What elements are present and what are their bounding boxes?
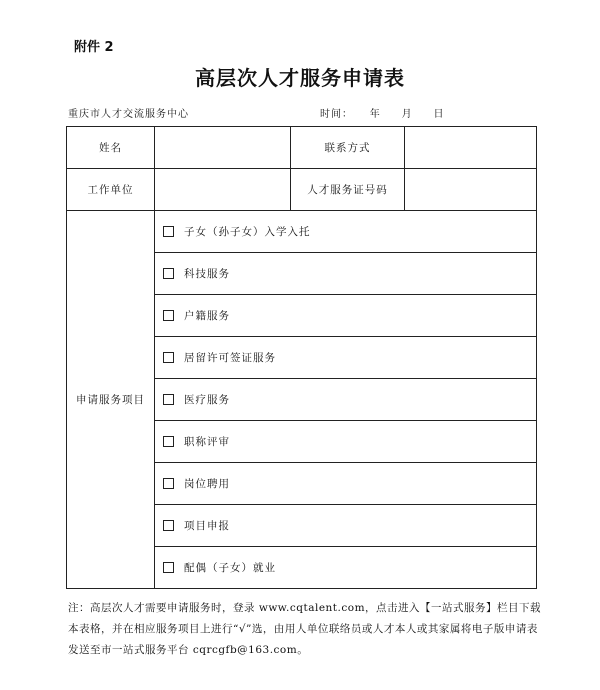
service-label: 户籍服务 (184, 310, 230, 322)
cert-label: 人才服务证号码 (291, 169, 405, 211)
service-item[interactable] (155, 463, 537, 505)
contact-field[interactable] (405, 127, 537, 169)
time-label: 时间： (320, 109, 353, 120)
application-form (66, 126, 537, 589)
row-name-contact (67, 127, 537, 169)
employer-label: 工作单位 (67, 169, 155, 211)
service-label: 职称评审 (184, 436, 230, 448)
checkbox-icon[interactable] (163, 520, 174, 531)
time-day: 日 (433, 109, 445, 120)
service-label: 项目申报 (184, 520, 230, 532)
service-item[interactable] (155, 211, 537, 253)
service-item[interactable] (155, 379, 537, 421)
service-item[interactable] (155, 337, 537, 379)
service-label: 配偶（子女）就业 (184, 562, 276, 574)
service-label: 科技服务 (184, 268, 230, 280)
service-row (67, 211, 537, 253)
row-employer-cert (67, 169, 537, 211)
service-label: 居留许可签证服务 (184, 352, 276, 364)
name-label: 姓名 (67, 127, 155, 169)
checkbox-icon[interactable] (163, 436, 174, 447)
service-item[interactable] (155, 295, 537, 337)
service-item[interactable] (155, 505, 537, 547)
checkbox-icon[interactable] (163, 226, 174, 237)
service-item[interactable] (155, 421, 537, 463)
footnote: 注：高层次人才需要申请服务时，登录 www.cqtalent.com，点击进入【一站式服务】栏目下载本表格，并在相应服务项目上进行“√”选，由用人单位联络员或人才本人或其家属将电子版申请表发送至市一站式服务平台 cqrcgfb@163.com。 (68, 602, 542, 656)
attachment-label: 附件 2 (74, 40, 114, 55)
checkbox-icon[interactable] (163, 478, 174, 489)
checkbox-icon[interactable] (163, 352, 174, 363)
page-title: 高层次人才服务申请表 (195, 66, 405, 90)
checkbox-icon[interactable] (163, 310, 174, 321)
checkbox-icon[interactable] (163, 268, 174, 279)
time-year: 年 (369, 109, 381, 120)
service-label: 岗位聘用 (184, 478, 230, 490)
contact-label: 联系方式 (291, 127, 405, 169)
services-label: 申请服务项目 (67, 211, 155, 589)
service-item[interactable] (155, 253, 537, 295)
name-field[interactable] (155, 127, 291, 169)
time-month: 月 (401, 109, 413, 120)
date-line (320, 105, 445, 120)
checkbox-icon[interactable] (163, 562, 174, 573)
employer-field[interactable] (155, 169, 291, 211)
organization-name: 重庆市人才交流服务中心 (68, 109, 189, 120)
service-label: 医疗服务 (184, 394, 230, 406)
service-label: 子女（孙子女）入学入托 (184, 226, 311, 238)
checkbox-icon[interactable] (163, 394, 174, 405)
service-item[interactable] (155, 547, 537, 589)
cert-field[interactable] (405, 169, 537, 211)
